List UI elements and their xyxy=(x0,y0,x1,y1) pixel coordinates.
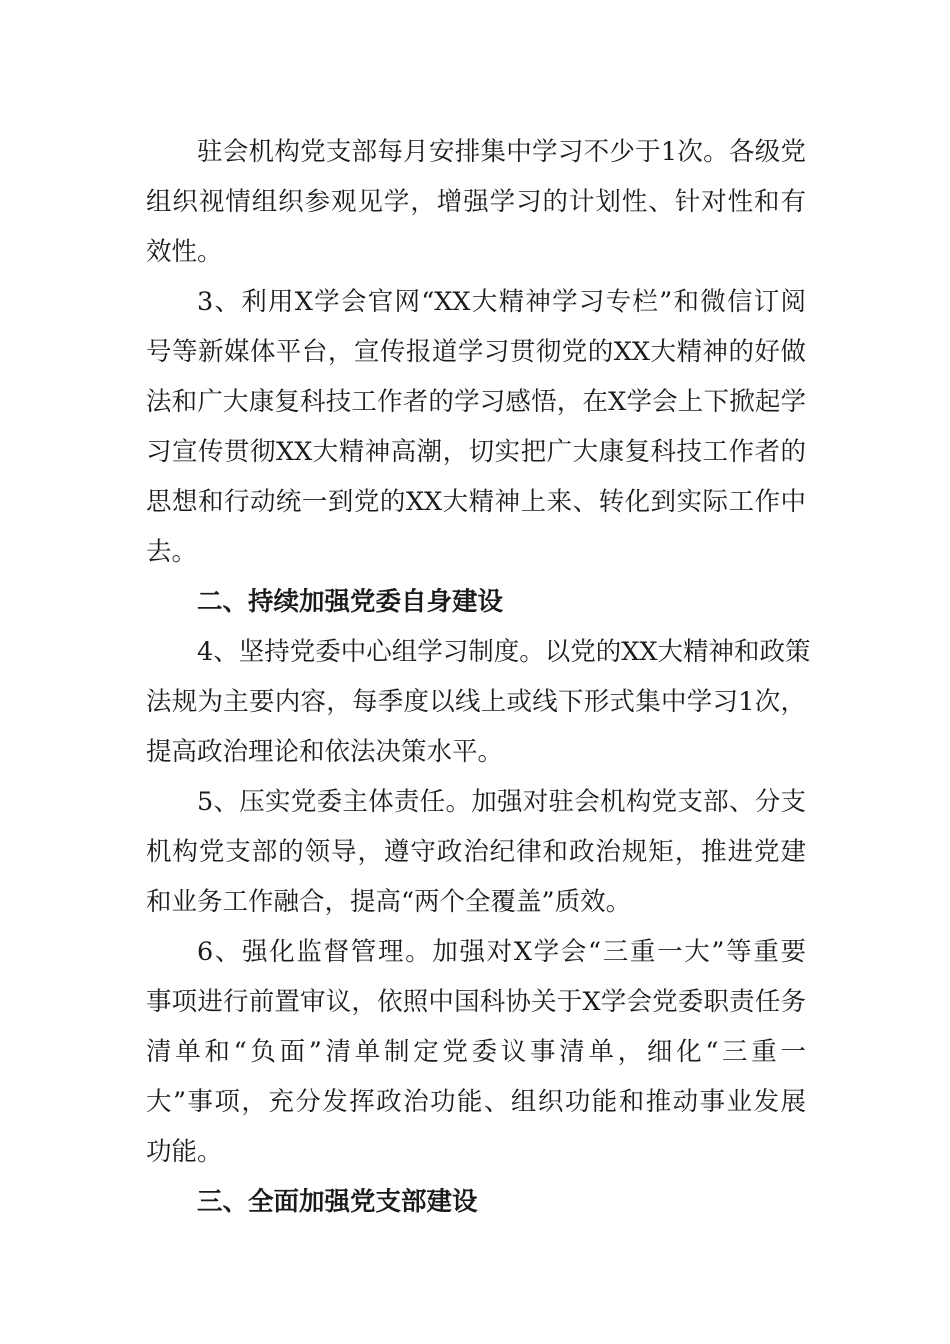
text-line: 法和广大康复科技工作者的学习感悟，在X学会上下掀起学 xyxy=(146,387,806,417)
document-page xyxy=(146,127,811,1227)
paragraph-item-4 xyxy=(146,627,811,777)
text-line: 5、压实党委主体责任。加强对驻会机构党支部、分支 xyxy=(197,787,806,817)
paragraph-item-3 xyxy=(146,277,806,577)
text-line: 清单和“负面”清单制定党委议事清单，细化“三重一 xyxy=(146,1037,806,1067)
text-line: 法规为主要内容，每季度以线上或线下形式集中学习1次， xyxy=(146,687,806,717)
text-line: 6、强化监督管理。加强对X学会“三重一大”等重要 xyxy=(197,937,806,967)
text-line: 效性。 xyxy=(146,237,223,267)
text-line: 号等新媒体平台，宣传报道学习贯彻党的XX大精神的好做 xyxy=(146,337,806,367)
text-line: 驻会机构党支部每月安排集中学习不少于1次。各级党 xyxy=(197,137,806,167)
text-line: 和业务工作融合，提高“两个全覆盖”质效。 xyxy=(146,887,632,917)
text-line: 4、坚持党委中心组学习制度。以党的XX大精神和政策 xyxy=(197,637,811,667)
text-line: 组织视情组织参观见学，增强学习的计划性、针对性和有 xyxy=(146,187,806,217)
text-line: 机构党支部的领导，遵守政治纪律和政治规矩，推进党建 xyxy=(146,837,806,867)
text-line: 提高政治理论和依法决策水平。 xyxy=(146,737,504,767)
text-line: 习宣传贯彻XX大精神高潮，切实把广大康复科技工作者的 xyxy=(146,437,806,467)
text-line: 3、利用X学会官网“XX大精神学习专栏”和微信订阅 xyxy=(197,287,806,317)
section-heading-3: 三、全面加强党支部建设 xyxy=(197,1187,478,1217)
text-line: 去。 xyxy=(146,537,198,567)
text-line: 事项进行前置审议，依照中国科协关于X学会党委职责任务 xyxy=(146,987,806,1017)
paragraph-study-arrangement xyxy=(146,127,806,277)
text-line: 功能。 xyxy=(146,1137,223,1167)
text-line: 大”事项，充分发挥政治功能、组织功能和推动事业发展 xyxy=(146,1087,806,1117)
section-heading-2: 二、持续加强党委自身建设 xyxy=(197,587,504,617)
paragraph-item-6 xyxy=(146,927,806,1177)
text-line: 思想和行动统一到党的XX大精神上来、转化到实际工作中 xyxy=(146,487,806,517)
paragraph-item-5 xyxy=(146,777,806,927)
